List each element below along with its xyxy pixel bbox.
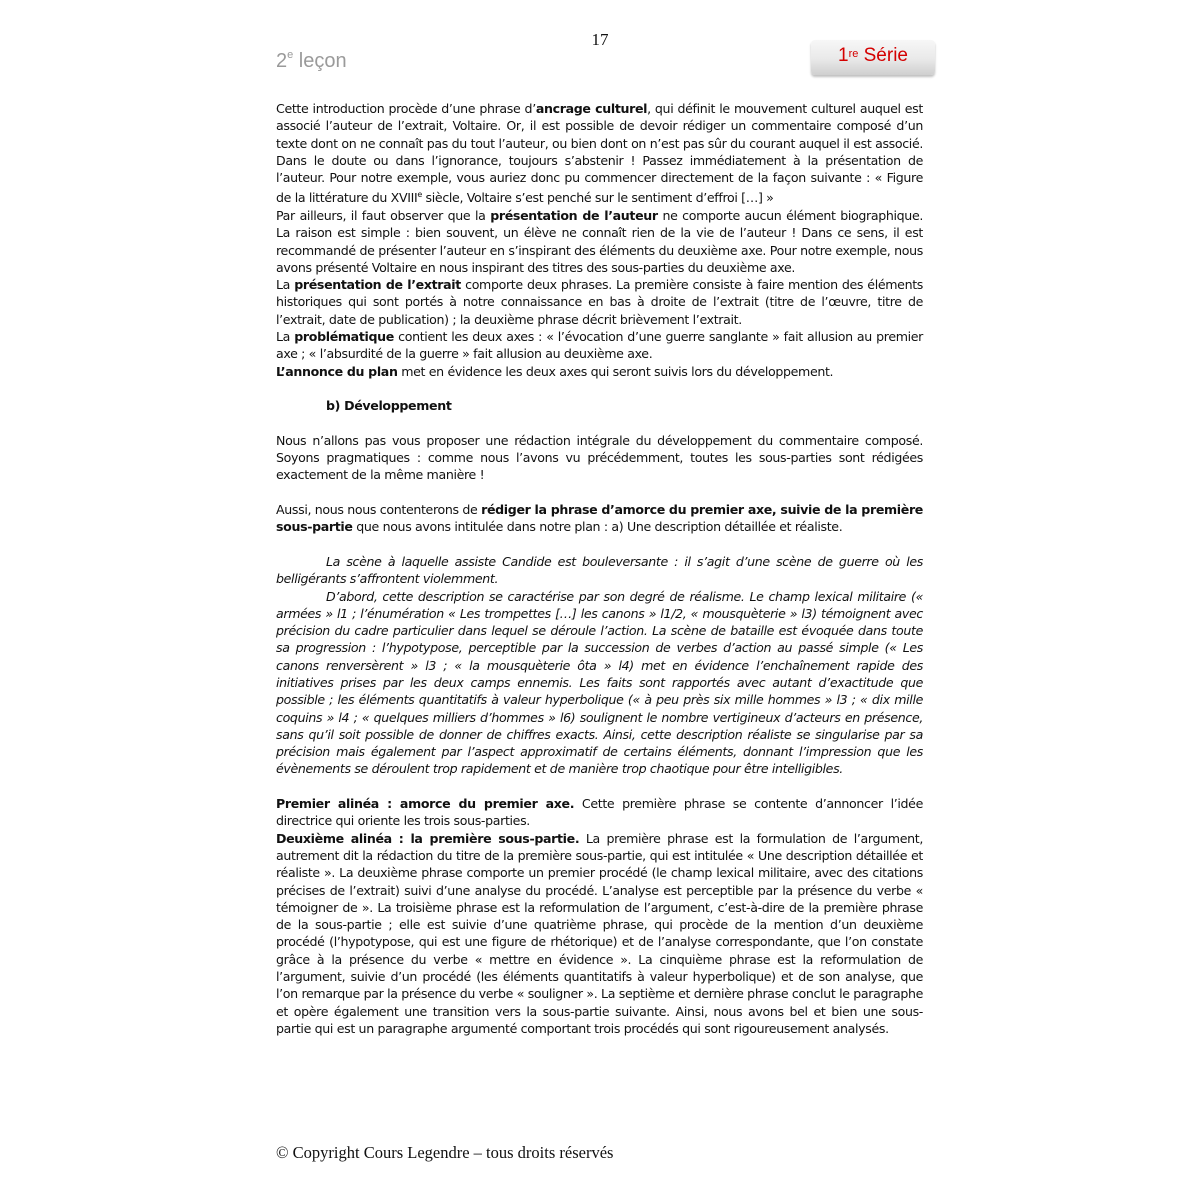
example-paragraph-2: D’abord, cette description se caractérise par son degré de réalisme. Le champ lexical militaire (« armées » l1 ; l’énumération « Les trompettes […] les canons » l1/2, « mousquèterie » l3) témoignent avec précision du cadre particulier dans lequel se déroule l’action. La scène de bataille est évoquée dans toute sa progression : l’hypotypose, perceptible par la succession de verbes d’action au passé simple (« Les canons renversèrent » l3 ; « la mousquèterie ôta » l4) met en évidence l’enchaînement rapide des initiatives prises par les deux camps ennemis. Les faits sont rapportés avec autant d’exactitude que possible ; les éléments quantitatifs à valeur hyperbolique (« à peu près six mille hommes » l3 ; « dix mille coquins » l4 ; « quelques milliers d’hommes » l6) soulignent le nombre vertigineux d’acteurs en présence, sans qu’il soit possible de donner de chiffres exacts. Ainsi, cette description réaliste se singularise par sa précision mais également par l’aspect approximatif de certains éléments, donnant l’impression que les évènements se déroulent trop rapidement et de manière trop chaotique pour être intelligibles. <box>276 588 923 777</box>
bold-term: Premier alinéa : amorce du premier axe. <box>276 796 575 812</box>
paragraph-deuxieme-alinea <box>276 830 923 1038</box>
spacer <box>276 484 923 501</box>
page-number: 17 <box>591 30 609 49</box>
lesson-word: leçon <box>293 50 347 72</box>
copyright-footer: © Copyright Cours Legendre – tous droits réservés <box>276 1143 614 1162</box>
bold-term: rédiger la phrase d’amorce du premier axe, suivie de la première sous-partie <box>276 502 923 535</box>
text: siècle, Voltaire s’est penché sur le sentiment d’effroi […] » <box>421 190 774 206</box>
spacer <box>276 536 923 553</box>
text: Par ailleurs, il faut observer que la <box>276 207 491 223</box>
section-heading: b) Développement <box>326 398 452 414</box>
series-ordinal: re <box>848 48 859 60</box>
lesson-number: 2 <box>276 50 288 72</box>
lesson-ordinal: e <box>287 49 294 61</box>
text: La première phrase est la formulation de l’argument, autrement dit la rédaction du titre de la première sous-partie, qui est intitulée « Une description détaillée et réaliste ». La deuxième phrase comporte un premier procédé (le champ lexical militaire, avec des citations précises de l’extrait) suivi d’une analyse du procédé. L’analyse est perceptible par la présence du verbe « témoigner de ». La troisième phrase est la reformulation de l’argument, c’est-à-dire de la première phrase de la sous-partie ; elle est suivie d’une quatrième phrase, qui procède de la mention d’un deuxième procédé (l’hypotypose, qui est une figure de rhétorique) et de l’analyse correspondante, que l’on constate grâce à la présence du verbe « mettre en évidence ». La cinquième phrase est la reformulation de l’argument, suivie d’un procédé (les éléments quantitatifs à valeur hyperbolique) et de son analyse, que l’on remarque par la présence du verbe « souligner ». La septième et dernière phrase conclut le paragraphe et opère également une transition vers la sous-partie suivante. Ainsi, nous avons bel et bien une sous-partie qui est un paragraphe argumenté comportant trois procédés qui sont rigoureusement analysés. <box>276 830 923 1036</box>
example-paragraph-1: La scène à laquelle assiste Candide est bouleversante : il s’agit d’une scène de guerre où les belligérants s’affrontent violemment. <box>276 553 923 587</box>
text: Cette première phrase se contente d’annoncer l’idée directrice qui oriente les trois sous-parties. <box>276 796 923 829</box>
series-badge <box>811 40 935 75</box>
text: La <box>276 329 295 345</box>
lesson-label <box>276 50 347 73</box>
paragraph-auteur <box>276 207 923 276</box>
bold-term: L’annonce du plan <box>276 363 398 379</box>
series-word: Série <box>858 45 908 66</box>
spacer <box>276 778 923 795</box>
bold-term: ancrage culturel <box>535 101 648 116</box>
paragraph-plan <box>276 363 923 380</box>
text: Aussi, nous nous contenterons de <box>276 502 482 518</box>
paragraph-aussi <box>276 501 923 536</box>
bold-term: présentation de l’auteur <box>490 207 658 223</box>
paragraph-premier-alinea <box>276 795 923 830</box>
bold-term: présentation de l’extrait <box>294 277 461 293</box>
text: met en évidence les deux axes qui seront suivis lors du développement. <box>397 363 834 379</box>
spacer <box>276 380 923 397</box>
text: ne comporte aucun élément biographique. La raison est simple : bien souvent, un élève ne connaît rien de la vie de l’auteur ! Dans ce sens, il est recommandé de présenter l’auteur en s’inspirant des éléments du deuxième axe. Pour notre exemple, nous avons présenté Voltaire en nous inspirant des titres des sous-parties du deuxième axe. <box>276 207 923 275</box>
text: La <box>276 277 295 293</box>
bold-term: problématique <box>294 329 394 345</box>
paragraph-developpement: Nous n’allons pas vous proposer une rédaction intégrale du développement du commentaire composé. Soyons pragmatiques : comme nous l’avons vu précédemment, toutes les sous-parties sont rédigées exactement de la même manière ! <box>276 432 923 483</box>
document-body <box>276 100 923 1037</box>
paragraph-extrait <box>276 276 923 328</box>
text: , qui définit le mouvement culturel auquel est associé l’auteur de l’extrait, Voltaire. Or, il est possible de devoir rédiger un commentaire composé d’un texte dont on ne connaît pas du tout l’auteur, ou bien dont on n’est pas sûr du courant auquel il est associé. Dans le doute ou dans l’ignorance, toujours s’abstenir ! Passez immédiatement à la présentation de l’auteur. Pour notre exemple, vous auriez donc pu commencer directement de la façon suivante : « Figure de la littérature du XVIII <box>276 101 923 206</box>
series-number: 1 <box>838 45 849 66</box>
text: contient les deux axes : « l’évocation d’une guerre sanglante » fait allusion au premier axe ; « l’absurdité de la guerre » fait allusion au deuxième axe. <box>276 329 924 362</box>
text: comporte deux phrases. La première consiste à faire mention des éléments historiques qui sont portés à notre connaissance en bas à droite de l’extrait (titre de l’œuvre, titre de l’extrait, date de publication) ; la deuxième phrase décrit brièvement l’extrait. <box>276 277 924 327</box>
spacer <box>276 415 923 432</box>
text: que nous avons intitulée dans notre plan : a) Une description détaillée et réaliste. <box>352 519 843 535</box>
paragraph-ancrage <box>276 100 923 207</box>
paragraph-problematique <box>276 328 923 363</box>
superscript: e <box>417 190 422 200</box>
bold-term: Deuxième alinéa : la première sous-partie. <box>276 830 580 846</box>
text: Cette introduction procède d’une phrase d’ <box>276 101 536 116</box>
